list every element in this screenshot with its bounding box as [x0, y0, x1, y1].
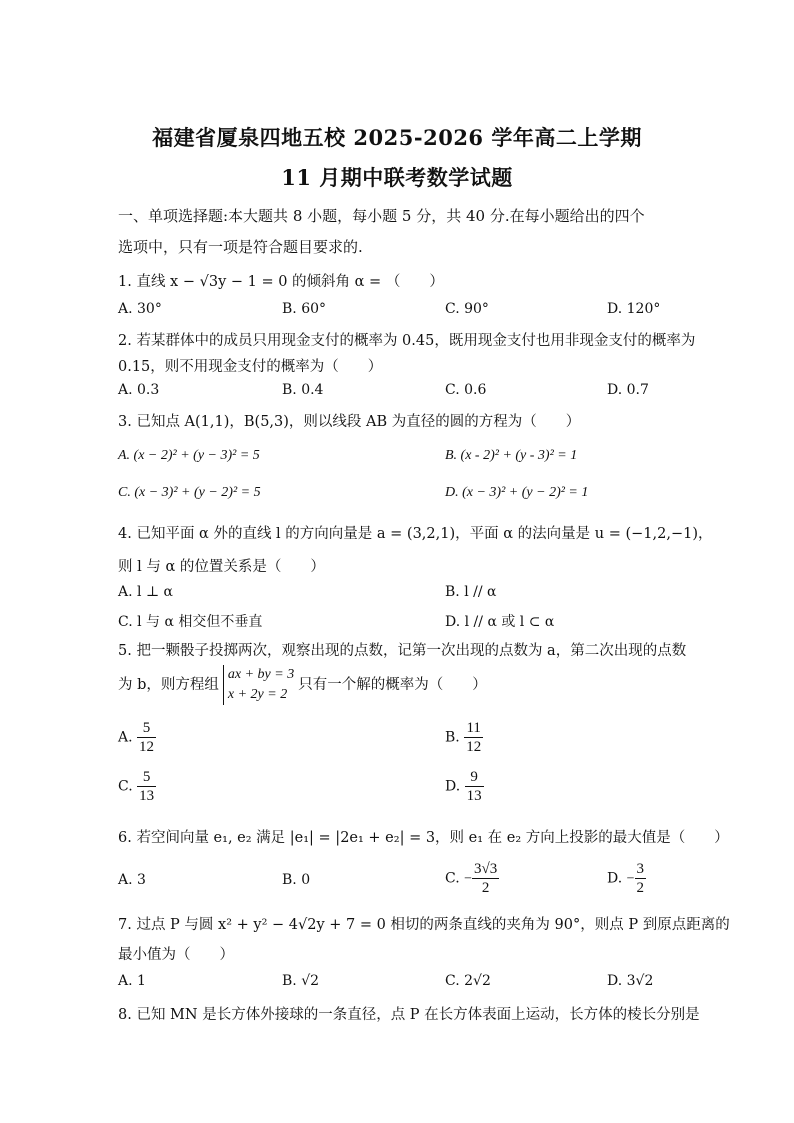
exam-title-line2: 11 月期中联考数学试题 — [281, 165, 513, 190]
q5-a-numerator: 5 — [137, 719, 156, 738]
q5-c-denominator: 13 — [139, 788, 155, 804]
q5-equation-system — [223, 665, 294, 705]
q7-option-b: B. √2 — [282, 973, 320, 989]
q6-option-d-fraction — [635, 860, 647, 897]
q5-option-b-fraction — [464, 719, 483, 756]
q6-option-c-fraction — [472, 860, 499, 897]
q2-option-c: C. 0.6 — [445, 382, 487, 398]
q5-a-denominator: 12 — [139, 739, 155, 755]
q6-d-denominator: 2 — [636, 880, 645, 896]
q3-option-d: D. (x − 3)² + (y − 2)² = 1 — [445, 485, 589, 500]
section-header-line1: 一、单项选择题:本大题共 8 小题，每小题 5 分，共 40 分.在每小题给出的四个 — [118, 207, 645, 225]
q5-option-a-label: A. — [118, 729, 133, 746]
q5-stem-prefix: 为 b，则方程组 — [118, 677, 219, 693]
q5-option-c-fraction — [137, 768, 156, 805]
q5-b-denominator: 12 — [466, 739, 482, 755]
q1-option-a: A. 30° — [118, 301, 162, 317]
exam-title-line1: 福建省厦泉四地五校 2025-2026 学年高二上学期 — [152, 125, 642, 150]
question-8-stem-line1: 8. 已知 MN 是长方体外接球的一条直径，点 P 在长方体表面上运动，长方体的棱长分别是 — [118, 1007, 700, 1023]
q3-option-c: C. (x − 3)² + (y − 2)² = 5 — [118, 485, 261, 500]
q6-c-numerator: 3√3 — [474, 861, 498, 877]
q6-option-c-minus: − — [464, 871, 473, 887]
question-7-stem-line2: 最小值为（ ） — [118, 947, 234, 963]
question-3-stem: 3. 已知点 A(1,1)，B(5,3)，则以线段 AB 为直径的圆的方程为（ ） — [118, 414, 581, 430]
q1-option-c: C. 90° — [445, 301, 489, 317]
q2-option-a: A. 0.3 — [118, 382, 160, 398]
q2-option-d: D. 0.7 — [607, 382, 649, 398]
q6-option-b: B. 0 — [282, 872, 311, 888]
q7-option-d: D. 3√2 — [607, 973, 654, 989]
q4-option-b: B. l // α — [445, 584, 497, 600]
question-7-stem-line1: 7. 过点 P 与圆 x² + y² − 4√2y + 7 = 0 相切的两条直线的夹角为 90°，则点 P 到原点距离的 — [118, 917, 730, 933]
q5-equation-2: x + 2y = 2 — [227, 687, 288, 702]
q7-option-a: A. 1 — [118, 973, 146, 989]
q5-stem-suffix: 只有一个解的概率为（ ） — [298, 677, 487, 693]
question-5-stem-line2 — [118, 665, 678, 709]
q6-c-denominator: 2 — [481, 880, 490, 896]
q6-option-c-label: C. — [445, 870, 460, 887]
q5-option-d-fraction — [465, 768, 484, 805]
q3-option-a: A. (x − 2)² + (y − 3)² = 5 — [118, 448, 260, 463]
q5-b-numerator: 11 — [464, 719, 483, 738]
q6-option-d — [607, 860, 646, 897]
q1-option-b: B. 60° — [282, 301, 327, 317]
question-6-stem: 6. 若空间向量 e₁, e₂ 满足 |e₁| = |2e₁ + e₂| = 3，则 e₁ 在 e₂ 方向上投影的最大值是（ ） — [118, 830, 729, 846]
q6-option-c — [445, 860, 499, 897]
q4-option-d: D. l // α 或 l ⊂ α — [445, 614, 555, 630]
question-2-stem-line1: 2. 若某群体中的成员只用现金支付的概率为 0.45，既用现金支付也用非现金支付的概率为 — [118, 333, 696, 349]
q3-option-b: B. (x - 2)² + (y - 3)² = 1 — [445, 448, 578, 463]
q6-option-d-label: D. — [607, 870, 623, 887]
q6-option-d-minus: − — [626, 871, 635, 887]
q5-option-a-fraction — [137, 719, 156, 756]
question-4-stem-line1: 4. 已知平面 α 外的直线 l 的方向向量是 a = (3,2,1)，平面 α 的法向量是 u = (−1,2,−1)， — [118, 526, 713, 542]
question-5-stem-line1: 5. 把一颗骰子投掷两次，观察出现的点数，记第一次出现的点数为 a，第二次出现的点数 — [118, 643, 687, 659]
q2-option-b: B. 0.4 — [282, 382, 324, 398]
q5-option-a — [118, 719, 156, 756]
q6-d-numerator: 3 — [636, 861, 645, 877]
question-4-stem-line2: 则 l 与 α 的位置关系是（ ） — [118, 559, 325, 575]
q5-option-b — [445, 719, 483, 756]
question-2-stem-line2: 0.15，则不用现金支付的概率为（ ） — [118, 359, 383, 375]
q5-option-c — [118, 768, 156, 805]
q6-option-a: A. 3 — [118, 872, 146, 888]
section-header-line2: 选项中，只有一项是符合题目要求的. — [118, 238, 363, 256]
q5-option-c-label: C. — [118, 778, 133, 795]
q5-option-d — [445, 768, 484, 805]
q1-option-d: D. 120° — [607, 301, 661, 317]
q7-option-c: C. 2√2 — [445, 973, 491, 989]
q5-equation-1: ax + by = 3 — [227, 667, 295, 682]
q5-option-b-label: B. — [445, 729, 460, 746]
q4-option-c: C. l 与 α 相交但不垂直 — [118, 614, 263, 630]
q5-d-denominator: 13 — [466, 788, 482, 804]
q5-option-d-label: D. — [445, 778, 461, 795]
q4-option-a: A. l ⊥ α — [118, 584, 174, 600]
q5-c-numerator: 5 — [137, 768, 156, 787]
question-1-stem: 1. 直线 x − √3y − 1 = 0 的倾斜角 α = （ ） — [118, 274, 444, 290]
q5-d-numerator: 9 — [465, 768, 484, 787]
